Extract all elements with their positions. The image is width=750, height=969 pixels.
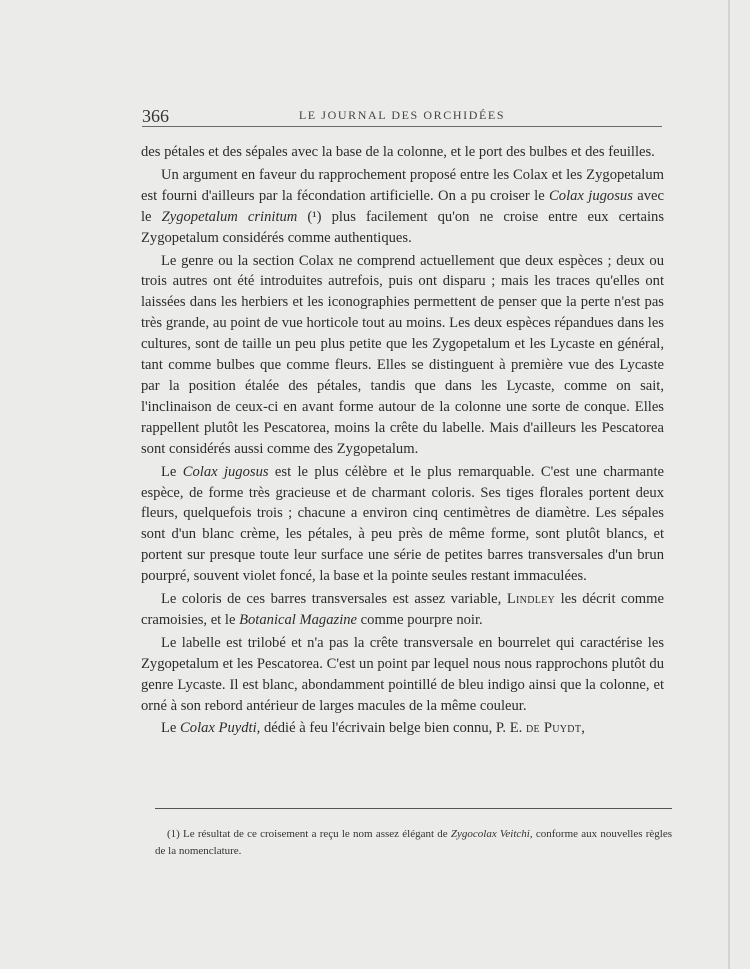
page-number: 366 [142,106,169,126]
paragraph-5 [141,589,664,631]
paragraph-7 [141,718,664,739]
paragraph-4-text-b: est le plus célèbre et le plus remarquable. C'est une charmante espèce, de forme très gracieuse et de charmant coloris. Ses tiges florales portent deux fleurs, quelquefois trois ; chacune a environ cinq centimètres de diamètre. Les sépales sont d'un blanc crème, les pétales, à peu près de même forme, sont plutôt blancs, et portent sur presque toute leur surface une série de petites barres transversales d'un brun pourpré, souvent violet foncé, la base et la pointe seules restant immaculées. [141,463,664,585]
paragraph-2-text-b: avec le [141,187,664,225]
paragraph-1: des pétales et des sépales avec la base de la colonne, et le port des bulbes et des feuilles. [141,144,655,160]
paragraph-7-text-a: Le [161,720,181,737]
author-name-de-puydt: de Puydt [525,720,582,737]
footnote-marker: (1) [167,828,180,840]
paragraph-5-text-b: les décrit comme cramoisies, et le [141,591,664,628]
footnote-reference: (¹) [297,208,332,225]
footnote-divider [155,808,672,809]
paragraph-7-text-c: , [581,720,585,737]
paragraph-2-text-c: plus facilement qu'on ne croise entre eux certains Zygopetalum considérés comme authentiques. [141,208,665,246]
species-name-colax-jugosus-2: Colax jugosus [182,463,269,480]
paragraph-2 [141,165,664,249]
footnote-text-a: Le résultat de ce croisement a reçu le nom assez élégant de [179,828,451,840]
publication-title-botanical-magazine: Botanical Magazine [239,611,358,628]
hybrid-name-zygocolax-veitchi: Zygocolax Veitchi, [450,828,533,840]
paragraph-5-text-c: comme pourpre noir. [357,611,483,628]
paragraph-6: Le labelle est trilobé et n'a pas la crête transversale en bourrelet qui caractérise les Zygopetalum et les Pescatorea. C'est un point par lequel nous nous rapprochons plutôt du genre Lycaste. Il est blanc, abondamment pointillé de bleu indigo ainsi que la colonne, et orné à son rebord antérieur de larges macules de la même couleur. [141,634,664,714]
page-edge [728,0,730,969]
footnote [155,826,672,860]
species-name-colax-jugosus: Colax jugosus [549,187,633,204]
species-name-colax-puydti: Colax Puydti, [180,720,261,737]
paragraph-4 [141,462,664,587]
footnote-text-b: conforme aux nouvelles règles de la nomenclature. [155,828,673,857]
paragraph-7-text-b: dédié à feu l'écrivain belge bien connu, P. E. [260,720,526,737]
author-name-lindley: Lindley [506,591,556,608]
paragraph-4-text-a: Le [161,463,183,480]
body-text [141,142,664,741]
paragraph-2-text-a: Un argument en faveur du rapprochement proposé entre les Colax et les Zygopetalum est fourni d'ailleurs par la fécondation artificielle. On a pu croiser le [141,166,664,204]
paragraph-5-text-a: Le coloris de ces barres transversales est assez variable, [161,591,507,608]
page-header [142,100,662,127]
species-name-zygopetalum-crinitum: Zygopetalum crinitum [161,208,298,225]
running-title: LE JOURNAL DES ORCHIDÉES [298,108,506,122]
paragraph-3: Le genre ou la section Colax ne comprend actuellement que deux espèces ; deux ou trois autres ont été introduites autrefois, puis ont disparu ; mais les traces qu'elles ont laissées dans les herbiers et les iconographies permettent de penser que la perte n'est pas très grande, au point de vue horticole tout au moins. Les deux espèces répandues dans les cultures, sont de taille un peu plus petite que les Zygopetalum et les Lycaste en général, tant comme bulbes que comme fleurs. Elles se distinguent à première vue des Lycaste par la position étalée des pétales, tandis que dans les Lycaste, comme on sait, l'inclinaison de ceux-ci en avant forme autour de la colonne une sorte de conque. Elles rappellent plutôt les Pescatorea, moins la crête du labelle. Mais d'ailleurs les Pescatorea sont considérés aussi comme des Zygopetalum. [141,252,664,457]
